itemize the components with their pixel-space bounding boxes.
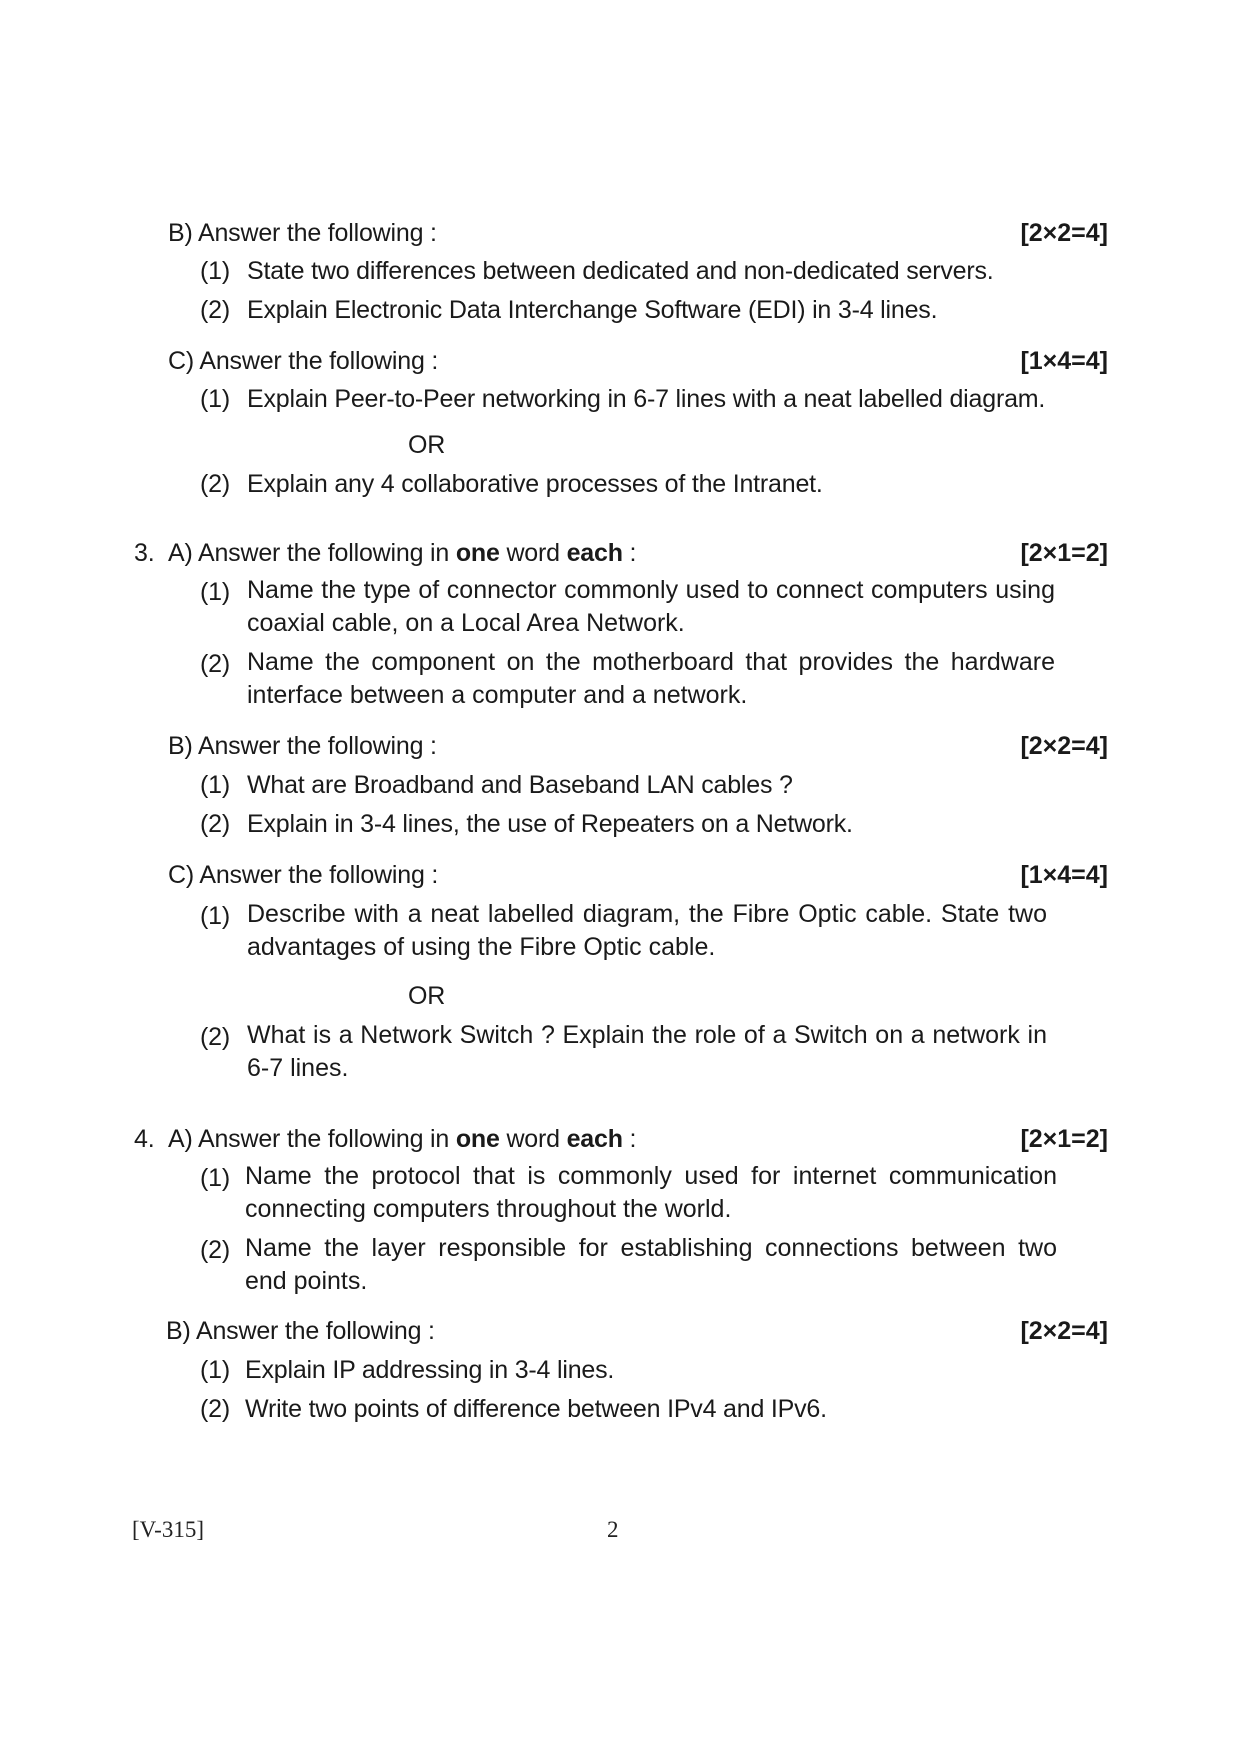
- q3-b-item-2-text: Explain in 3-4 lines, the use of Repeaters on a Network.: [247, 810, 853, 838]
- q3-a-prompt-mid: word: [506, 539, 560, 567]
- q4-b-label: B): [166, 1317, 191, 1345]
- q3-c-or: OR: [408, 982, 446, 1010]
- q2-c-prompt: Answer the following :: [199, 347, 439, 375]
- q2-c-item-1-text: Explain Peer-to-Peer networking in 6-7 lines with a neat labelled diagram.: [247, 385, 1046, 413]
- q4-b-item-2-text: Write two points of difference between IPv4 and IPv6.: [245, 1395, 827, 1423]
- q3-c-item-1-text: Describe with a neat labelled diagram, the Fibre Optic cable. State two advantages of using the Fibre Optic cable.: [247, 900, 1047, 961]
- q2-c-heading: [168, 346, 438, 376]
- q3-a-label: A): [168, 539, 193, 567]
- q3-c-item-2-text: What is a Network Switch ? Explain the role of a Switch on a network in 6-7 lines.: [247, 1021, 1047, 1082]
- q3-a-item-1-text: Name the type of connector commonly used to connect computers using coaxial cable, on a Local Area Network.: [247, 576, 1055, 637]
- q3-number: 3.: [134, 539, 155, 567]
- q3-b-prompt: Answer the following :: [197, 732, 437, 760]
- q3-a-marks: [2×1=2]: [1020, 539, 1108, 567]
- q3-b-marks: [2×2=4]: [1020, 732, 1108, 760]
- q3-a-heading: [168, 538, 636, 568]
- q2-c-item-2-text: Explain any 4 collaborative processes of the Intranet.: [247, 470, 823, 498]
- q2-c-item-1-num: (1): [200, 385, 230, 413]
- q4-b-heading: [166, 1316, 435, 1346]
- q3-a-prompt-after: :: [629, 539, 637, 567]
- q4-number: 4.: [134, 1125, 155, 1153]
- q4-a-item-1-num: (1): [200, 1164, 230, 1192]
- q4-b-prompt: Answer the following :: [195, 1317, 435, 1345]
- footer-page-number: 2: [607, 1517, 619, 1542]
- q3-b-item-2-num: (2): [200, 810, 230, 838]
- q3-a-prompt-before: Answer the following in: [197, 539, 450, 567]
- q4-a-item-2-text: Name the layer responsible for establishing connections between two end points.: [245, 1234, 1057, 1295]
- q2-b-label: B): [168, 219, 193, 247]
- footer-code: [V-315]: [132, 1517, 204, 1542]
- q2-b-item-1-num: (1): [200, 257, 230, 285]
- q4-a-prompt-after: :: [629, 1125, 637, 1153]
- q4-b-item-1-text: Explain IP addressing in 3-4 lines.: [245, 1356, 615, 1384]
- q2-b-item-2-num: (2): [200, 296, 230, 324]
- q3-a-item-1-num: (1): [200, 578, 230, 606]
- q2-c-or: OR: [408, 431, 446, 459]
- q4-a-prompt-bold-one: one: [455, 1125, 500, 1153]
- q3-c-item-2-num: (2): [200, 1023, 230, 1051]
- q3-b-item-1-text: What are Broadband and Baseband LAN cables ?: [247, 771, 793, 799]
- q2-b-heading: [168, 218, 437, 248]
- q4-a-heading: [168, 1124, 636, 1154]
- q4-a-item-1-text: Name the protocol that is commonly used for internet communication connecting computers throughout the world.: [245, 1162, 1057, 1223]
- q2-b-item-1-text: State two differences between dedicated and non-dedicated servers.: [247, 257, 994, 285]
- q4-a-prompt-mid: word: [506, 1125, 560, 1153]
- q3-b-heading: [168, 731, 437, 761]
- q4-a-prompt-bold-each: each: [566, 1125, 623, 1153]
- q3-a-item-2-text: Name the component on the motherboard that provides the hardware interface between a computer and a network.: [247, 648, 1055, 709]
- q3-c-marks: [1×4=4]: [1020, 861, 1108, 889]
- q3-a-prompt-bold-each: each: [566, 539, 623, 567]
- q2-b-prompt: Answer the following :: [197, 219, 437, 247]
- q3-c-label: C): [168, 861, 194, 889]
- q3-c-item-1-num: (1): [200, 902, 230, 930]
- q3-b-label: B): [168, 732, 193, 760]
- q2-c-marks: [1×4=4]: [1020, 347, 1108, 375]
- q2-c-item-2-num: (2): [200, 470, 230, 498]
- q2-b-marks: [2×2=4]: [1020, 219, 1108, 247]
- q3-a-prompt-bold-one: one: [455, 539, 500, 567]
- q2-c-label: C): [168, 347, 194, 375]
- q3-c-prompt: Answer the following :: [199, 861, 439, 889]
- q3-c-heading: [168, 860, 438, 890]
- q4-a-label: A): [168, 1125, 193, 1153]
- q4-b-item-2-num: (2): [200, 1395, 230, 1423]
- q4-b-marks: [2×2=4]: [1020, 1317, 1108, 1345]
- q4-a-prompt-before: Answer the following in: [197, 1125, 450, 1153]
- q4-b-item-1-num: (1): [200, 1356, 230, 1384]
- q3-b-item-1-num: (1): [200, 771, 230, 799]
- q2-b-item-2-text: Explain Electronic Data Interchange Software (EDI) in 3-4 lines.: [247, 296, 938, 324]
- q4-a-item-2-num: (2): [200, 1236, 230, 1264]
- q4-a-marks: [2×1=2]: [1020, 1125, 1108, 1153]
- q3-a-item-2-num: (2): [200, 650, 230, 678]
